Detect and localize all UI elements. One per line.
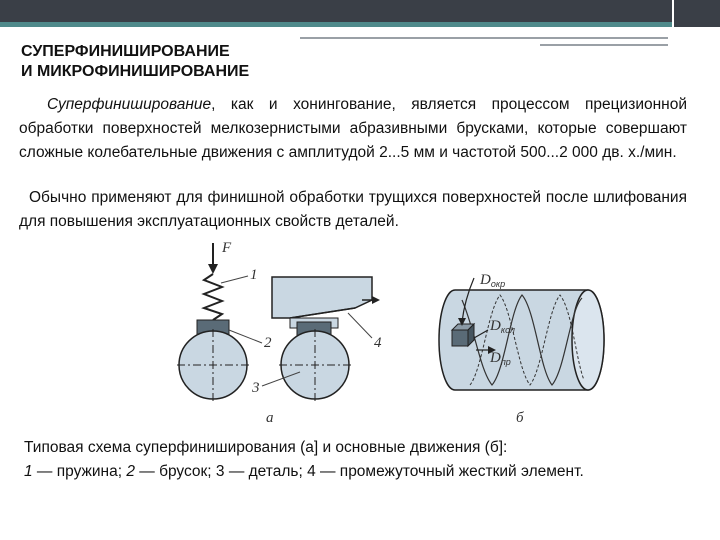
paragraph-2: Обычно применяют для финишной обработки трущихся поверхностей после шлифования для повышения эксплуатационных свойств деталей. — [19, 189, 687, 230]
caption-line-1: Типовая схема суперфиниширования (а] и основные движения (б]: — [24, 439, 508, 456]
figure-b-motions — [439, 272, 604, 426]
caption-number-1: 1 — [24, 463, 33, 480]
d-pr-subscript: пр — [500, 357, 511, 367]
title-line-1: СУПЕРФИНИШИРОВАНИЕ — [21, 43, 230, 60]
label-2: 2 — [264, 335, 272, 351]
figure-a-letter: а — [266, 410, 274, 426]
d-letter: D — [490, 318, 501, 334]
label-d-okr — [479, 272, 505, 289]
paragraph-1-text: , как и хонингование, является процессом прецизионной обработки поверхностей мелкозернистыми абразивными брусками, которые совершают сложные колебательные движения с амплитудой 2...5 мм и частотой 500...2 000 дв. х./мин. — [19, 96, 687, 161]
leader-line-1 — [221, 276, 248, 283]
d-letter: D — [480, 272, 491, 288]
caption-line-2 — [24, 460, 694, 484]
d-okr-subscript: окр — [490, 279, 506, 289]
figure-a-scheme — [177, 240, 382, 426]
caption-text-2: — брусок; 3 — деталь; 4 — промежуточный жесткий элемент. — [134, 463, 584, 480]
label-3: 3 — [252, 380, 260, 396]
bar-front-face — [452, 330, 468, 346]
motion-arrow-head — [372, 296, 380, 304]
cylinder-end-face — [572, 290, 604, 390]
caption-number-2: 2 — [126, 463, 135, 480]
figure-caption — [24, 436, 694, 484]
figure-b-letter: б — [516, 410, 524, 426]
housing-block — [272, 277, 372, 318]
label-1: 1 — [250, 267, 258, 283]
leader-line-4 — [348, 313, 372, 338]
title-line-2: И МИКРОФИНИШИРОВАНИЕ — [21, 63, 250, 80]
force-arrow-head — [208, 264, 218, 274]
d-letter: D — [490, 350, 501, 366]
caption-text-1: — пружина; — [32, 463, 127, 480]
d-kol-subscript: кол — [500, 325, 515, 335]
spring-icon — [204, 274, 222, 320]
label-4: 4 — [374, 335, 382, 351]
force-label: F — [222, 240, 232, 256]
term-superfinishing: Суперфиниширование — [47, 96, 212, 113]
